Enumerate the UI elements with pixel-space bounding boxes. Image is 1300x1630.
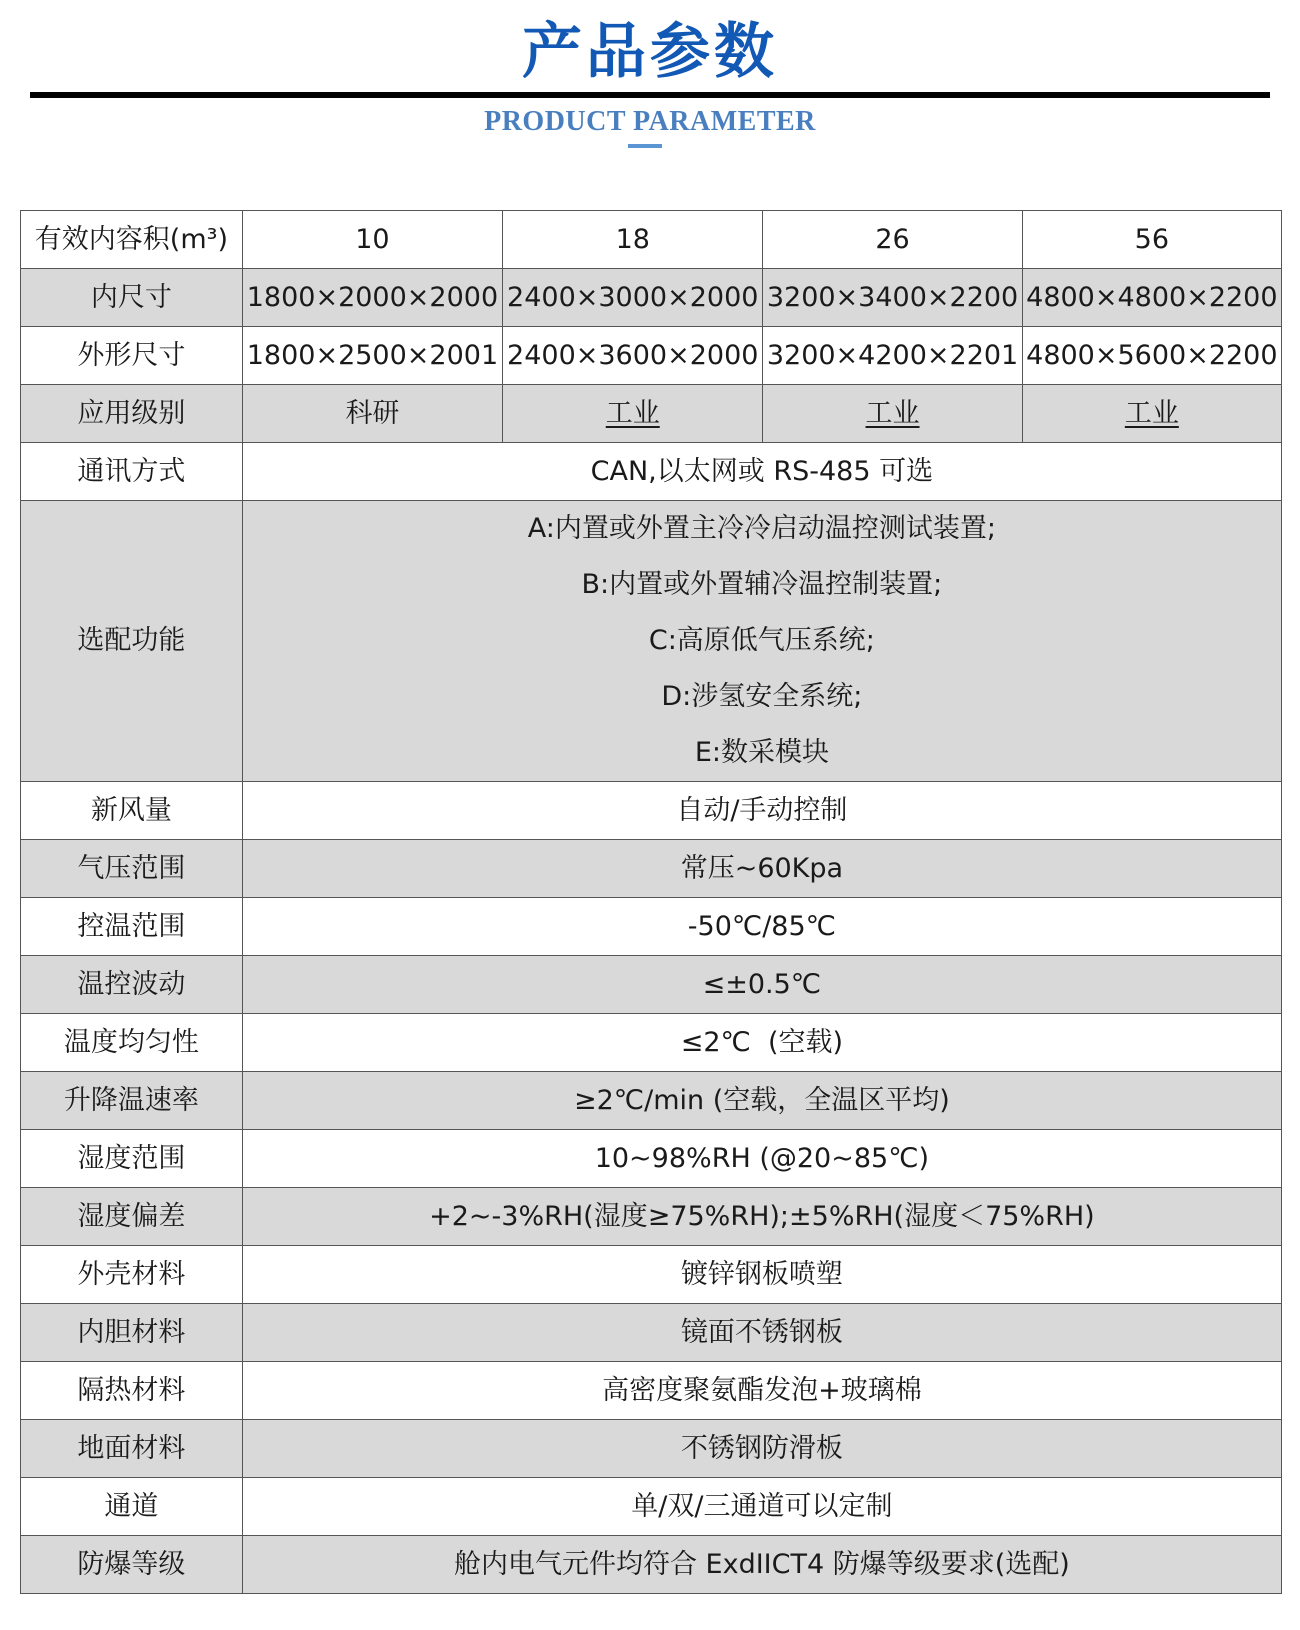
row-label: 湿度范围 [21,1130,243,1188]
cell-volume: 18 [503,211,763,269]
row-label: 有效内容积(m³) [21,211,243,269]
title-divider [30,92,1270,98]
row-label: 湿度偏差 [21,1188,243,1246]
row-value: ≤2℃ (空载) [242,1014,1281,1072]
row-value: +2~-3%RH(湿度≥75%RH);±5%RH(湿度＜75%RH) [242,1188,1281,1246]
row-label: 温度均匀性 [21,1014,243,1072]
table-row [21,1072,1282,1130]
cell-application [763,385,1022,443]
row-label: 升降温速率 [21,1072,243,1130]
row-label: 内尺寸 [21,269,243,327]
row-label: 防爆等级 [21,1536,243,1594]
row-label: 选配功能 [21,501,243,782]
cell-volume: 10 [242,211,502,269]
row-value: 镜面不锈钢板 [242,1304,1281,1362]
cell-inner-size: 4800×4800×2200 [1022,269,1281,327]
cell-outer-size: 1800×2500×2001 [242,327,502,385]
option-line: C:高原低气压系统; [648,625,875,656]
option-line: E:数采模块 [694,737,829,768]
table-row [21,782,1282,840]
row-label: 通讯方式 [21,443,243,501]
row-value: -50℃/85℃ [242,898,1281,956]
cell-volume: 26 [763,211,1022,269]
table-row [21,1188,1282,1246]
row-label: 应用级别 [21,385,243,443]
cell-outer-size: 4800×5600×2200 [1022,327,1281,385]
table-row [21,1014,1282,1072]
row-label: 新风量 [21,782,243,840]
table-row [21,956,1282,1014]
row-value: 舱内电气元件均符合 ExdIICT4 防爆等级要求(选配) [242,1536,1281,1594]
row-label: 外壳材料 [21,1246,243,1304]
row-label: 隔热材料 [21,1362,243,1420]
row-label: 控温范围 [21,898,243,956]
cell-outer-size: 3200×4200×2201 [763,327,1022,385]
application-value: 工业 [865,397,920,429]
page-title: 产品参数 [522,17,778,87]
table-row [21,898,1282,956]
application-value: 科研 [345,397,400,429]
cell-options [242,501,1281,782]
table-row [21,1246,1282,1304]
cell-application [503,385,763,443]
row-value: ≥2℃/min (空载，全温区平均) [242,1072,1281,1130]
page-header [0,0,1300,160]
cell-outer-size: 2400×3600×2000 [503,327,763,385]
cell-volume: 56 [1022,211,1281,269]
cell-inner-size: 3200×3400×2200 [763,269,1022,327]
table-row [21,1362,1282,1420]
row-value: ≤±0.5℃ [242,956,1281,1014]
option-line: B:内置或外置辅冷温控制装置; [581,569,943,600]
table-row-options [21,501,1282,782]
cell-application [1022,385,1281,443]
option-line: D:涉氢安全系统; [661,681,863,712]
row-value: 自动/手动控制 [242,782,1281,840]
cell-inner-size: 1800×2000×2000 [242,269,502,327]
table-row-volume [21,211,1282,269]
row-label: 内胆材料 [21,1304,243,1362]
row-label: 通道 [21,1478,243,1536]
parameter-table [20,210,1282,1594]
page-subtitle: PRODUCT PARAMETER [484,106,816,137]
row-label: 外形尺寸 [21,327,243,385]
table-row-application [21,385,1282,443]
table-row [21,840,1282,898]
cell-inner-size: 2400×3000×2000 [503,269,763,327]
table-row-outer-size [21,327,1282,385]
table-row [21,1304,1282,1362]
table-row-communication [21,443,1282,501]
cell-communication: CAN,以太网或 RS-485 可选 [242,443,1281,501]
row-value: 10~98%RH (@20~85℃) [242,1130,1281,1188]
row-label: 温控波动 [21,956,243,1014]
table-row [21,1536,1282,1594]
table-row-inner-size [21,269,1282,327]
row-value: 单/双/三通道可以定制 [242,1478,1281,1536]
row-value: 高密度聚氨酯发泡+玻璃棉 [242,1362,1281,1420]
cell-application [242,385,502,443]
table-row [21,1478,1282,1536]
table-row [21,1420,1282,1478]
row-value: 常压~60Kpa [242,840,1281,898]
row-label: 地面材料 [21,1420,243,1478]
table-row [21,1130,1282,1188]
option-line: A:内置或外置主冷冷启动温控测试装置; [527,513,996,544]
application-value: 工业 [605,397,660,429]
subtitle-accent-bar [628,144,662,148]
application-value: 工业 [1124,397,1179,429]
row-value: 不锈钢防滑板 [242,1420,1281,1478]
row-value: 镀锌钢板喷塑 [242,1246,1281,1304]
row-label: 气压范围 [21,840,243,898]
